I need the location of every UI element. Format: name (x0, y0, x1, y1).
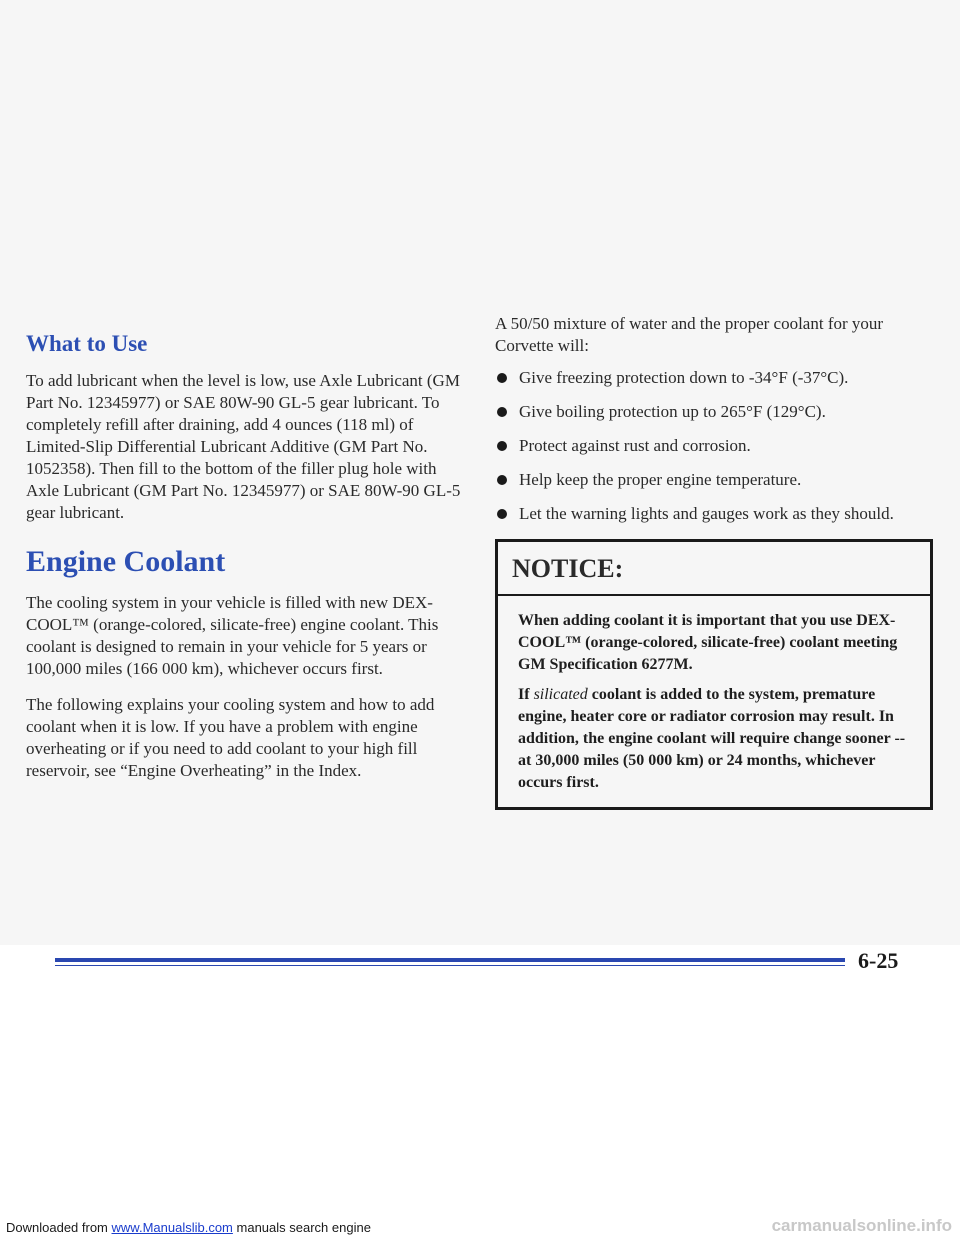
bullet-icon (497, 509, 507, 519)
engine-coolant-heading: Engine Coolant (26, 544, 226, 578)
watermark-text: carmanualsonline.info (771, 1216, 952, 1235)
page-number: 6-25 (858, 948, 899, 973)
bullet-icon (497, 475, 507, 485)
manualslib-link[interactable]: www.Manualslib.com (111, 1220, 233, 1235)
bullet-icon (497, 373, 507, 383)
coolant-paragraph-1: The cooling system in your vehicle is filled with new DEX-COOL™ (orange-colored, silicate-free) engine coolant. This coolant is designed to remain in your vehicle for 5 years or 100,000 miles (166 000 km), whichever occurs first. (26, 592, 439, 678)
list-item: Let the warning lights and gauges work as they should. (495, 503, 935, 525)
list-item: Help keep the proper engine temperature. (495, 469, 935, 491)
download-credit: Downloaded from www.Manualslib.com manuals search engine (6, 1220, 371, 1235)
footer-rule-thick (55, 958, 845, 962)
notice-box (495, 539, 933, 810)
list-item: Give freezing protection down to -34°F (-37°C). (495, 367, 935, 389)
what-to-use-text: To add lubricant when the level is low, use Axle Lubricant (GM Part No. 12345977) or SAE 80W-90 GL-5 gear lubricant. To completely refill after draining, add 4 ounces (118 ml) of Limited-Slip Differential Lubricant Additive (GM Part No. 1052358). Then fill to the bottom of the filler plug hole with Axle Lubricant (GM Part No. 12345977) or SAE 80W-90 GL-5 gear lubricant. (26, 370, 461, 522)
benefit-list (495, 367, 935, 525)
left-column (26, 330, 466, 796)
bullet-icon (497, 441, 507, 451)
notice-paragraph-1: When adding coolant it is important that you use DEX-COOL™ (orange-colored, silicate-free) coolant meeting GM Specification 6277M. (518, 612, 898, 673)
what-to-use-heading: What to Use (26, 331, 148, 356)
notice-heading: NOTICE: (498, 542, 930, 596)
coolant-paragraph-2: The following explains your cooling system and how to add coolant when it is low. If you have a problem with engine overheating or if you need to add coolant to your high fill reservoir, see “Engine Overheating” in the Index. (26, 694, 435, 780)
download-footer (0, 1212, 960, 1242)
mixture-intro: A 50/50 mixture of water and the proper coolant for your Corvette will: (495, 314, 884, 355)
bullet-icon (497, 407, 507, 417)
notice-paragraph-2: If silicated coolant is added to the system, premature engine, heater core or radiator corrosion may result. In addition, the engine coolant will require change sooner -- at 30,000 miles (50 000 km) or 24 months, whichever occurs first. (518, 686, 906, 791)
list-item: Give boiling protection up to 265°F (129°C). (495, 401, 935, 423)
footer-rule-thin (55, 965, 845, 966)
notice-body (498, 596, 930, 794)
list-item: Protect against rust and corrosion. (495, 435, 935, 457)
right-column (495, 313, 935, 810)
